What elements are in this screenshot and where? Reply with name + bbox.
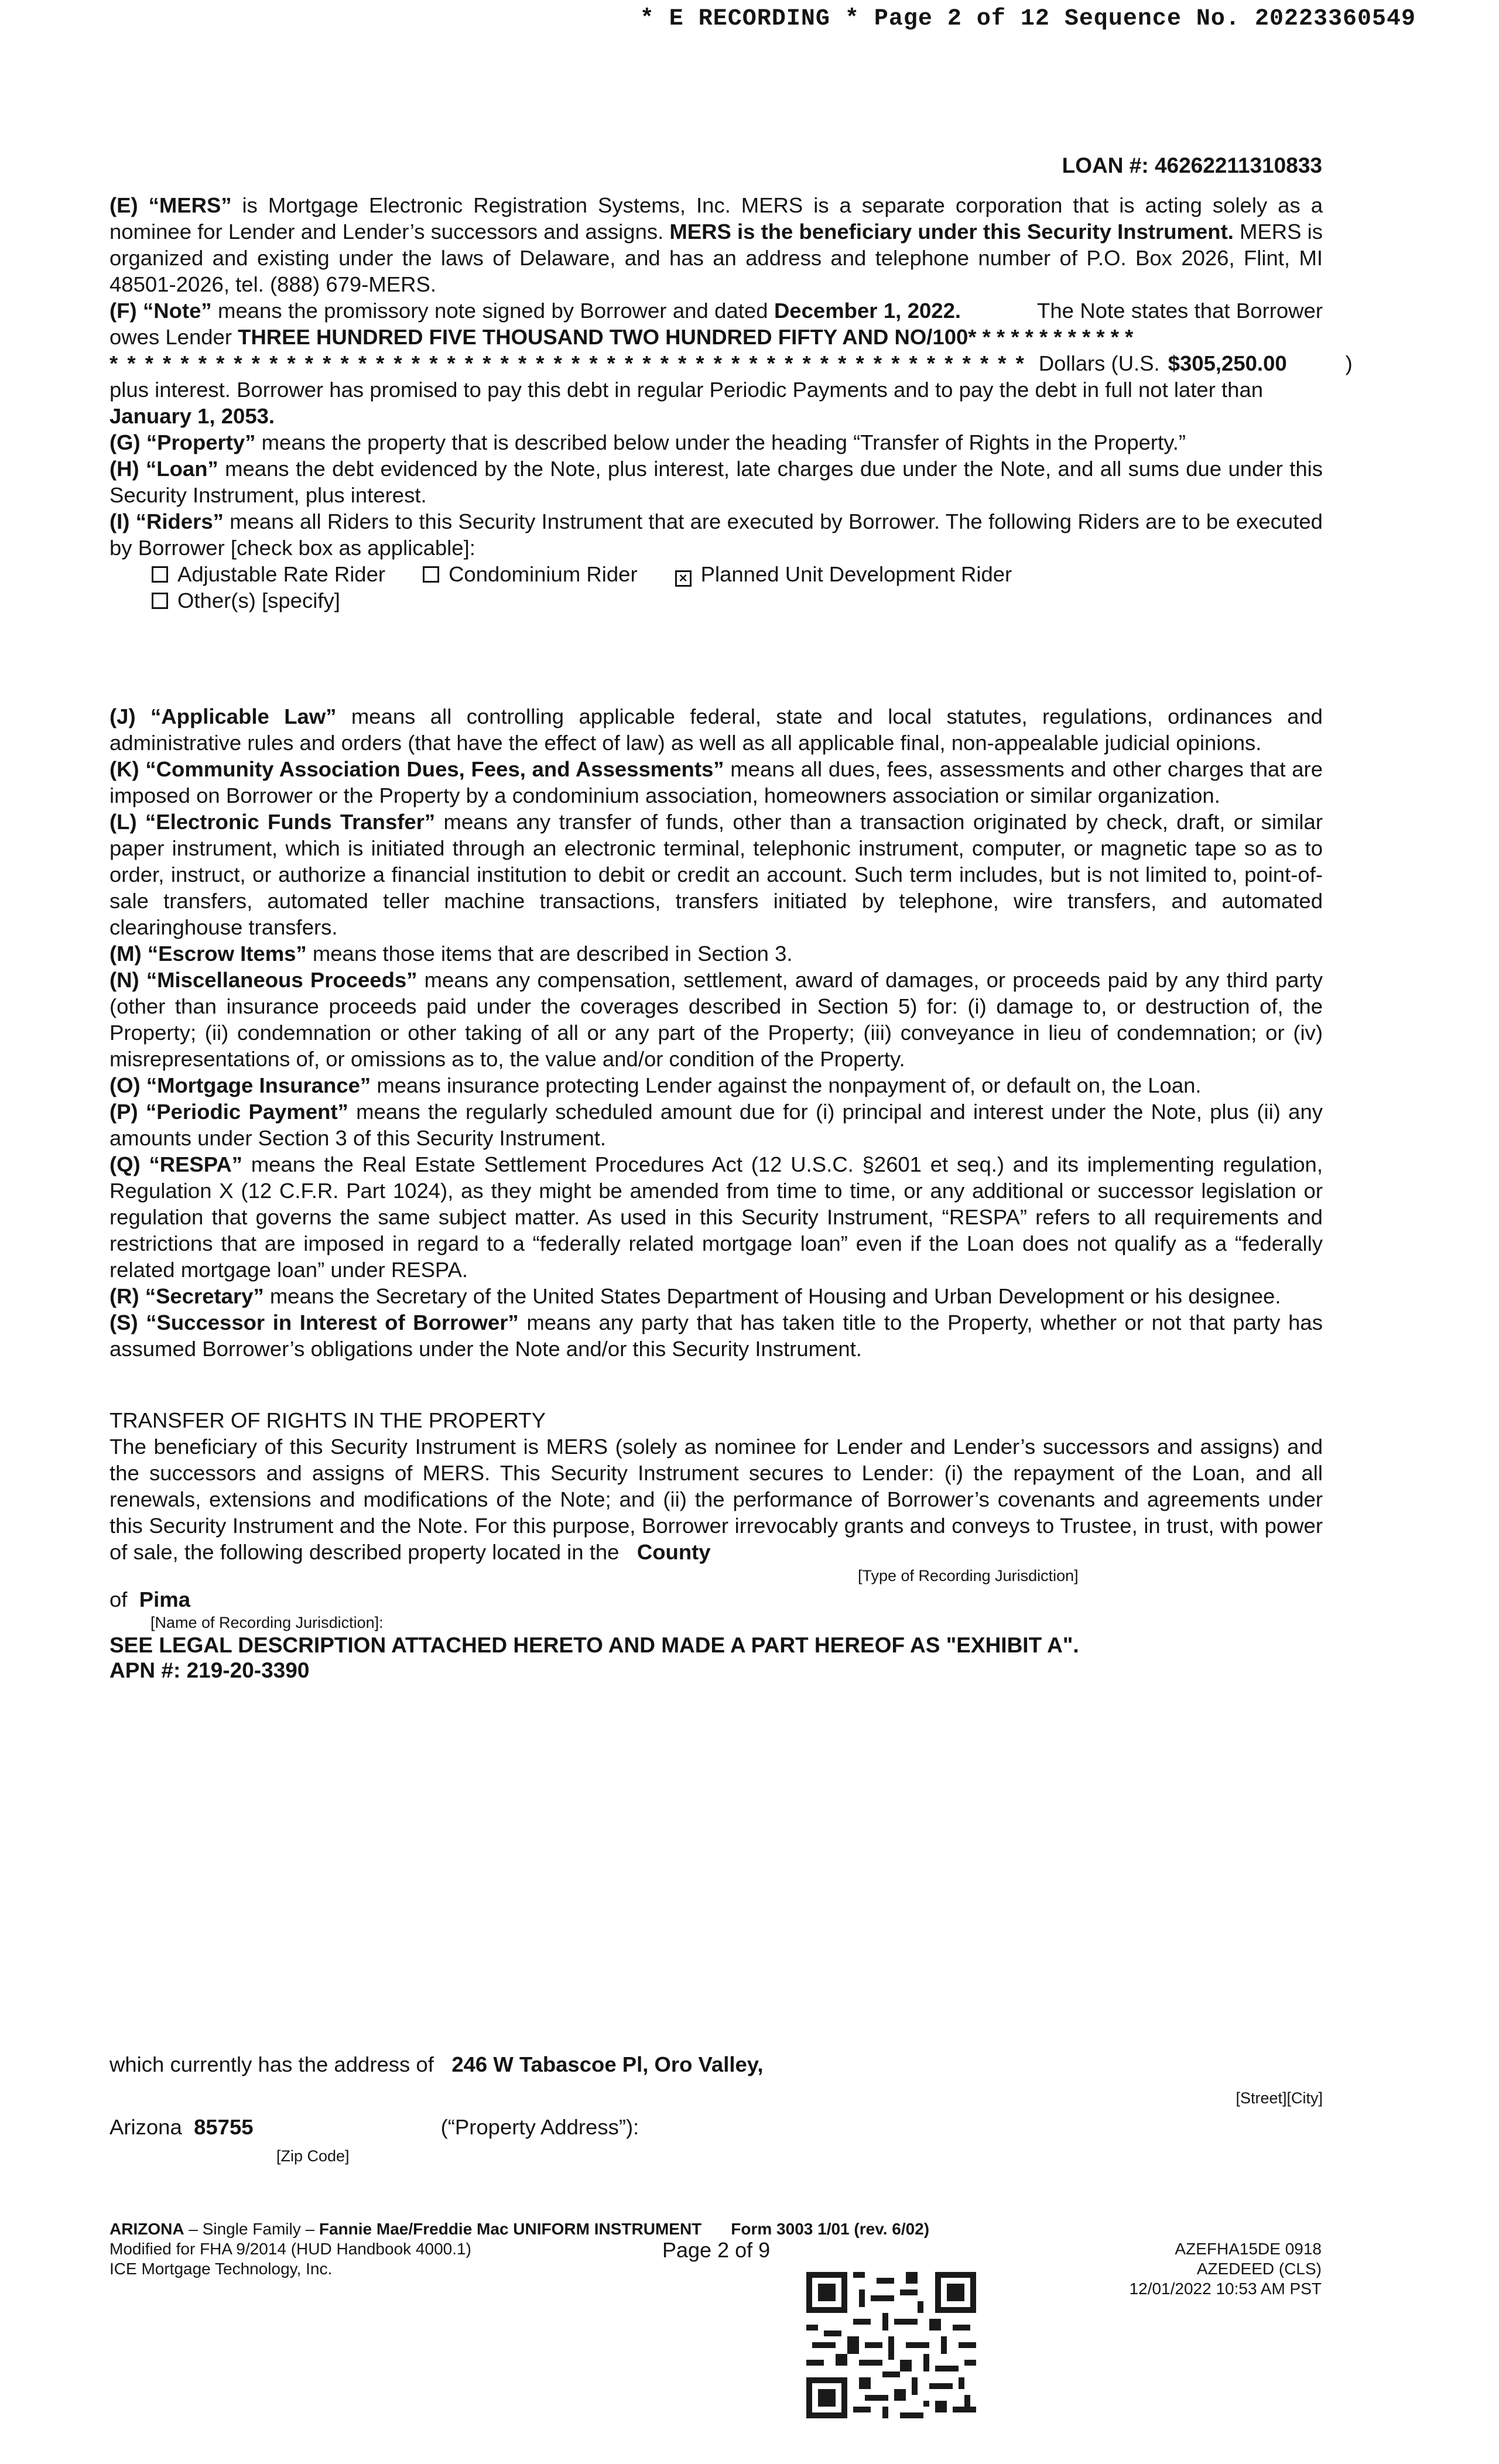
- recording-header: * E RECORDING * Page 2 of 12 Sequence No. 20223360549: [639, 6, 1416, 32]
- property-address-section: which currently has the address of 246 W Tabascoe Pl, Oro Valley, [Street][City] Arizona 85755 (“Property Address”): [Zip Code]: [109, 2052, 1323, 2165]
- legal-description: SEE LEGAL DESCRIPTION ATTACHED HERETO AND MADE A PART HEREOF AS "EXHIBIT A".: [109, 1633, 1079, 1657]
- definition-q: (Q) “RESPA” means the Real Estate Settlement Procedures Act (12 U.S.C. §2601 et seq.) and its implementing regulation, Regulation X (12 C.F.R. Part 1024), as they might be amended from time to time, or any additional or successor legislation or regulation that governs the same subject matter. As used in this Security Instrument, “RESPA” refers to all requirements and restrictions that are imposed in regard to a “federally related mortgage loan” even if the Loan does not qualify as a “federally related mortgage loan” under RESPA.: [109, 1152, 1323, 1282]
- barcode-image: [806, 2272, 976, 2418]
- checkbox-adjustable-rate-rider[interactable]: [152, 566, 168, 583]
- filler-stars: * * * * * * * * * * * * * * * * * * * * * * * * * * * * * * * * * * * * * * * * * * * * * * * * * * * *: [109, 351, 1026, 375]
- definition-n: (N) “Miscellaneous Proceeds” means any compensation, settlement, award of damages, or proceeds paid by any third party (other than insurance proceeds paid under the coverages described in Section 5) for: (i) damage to, or destruction of, the Property; (ii) condemnation or other taking of all or any part of the Property; (iii) conveyance in lieu of condemnation; or (iv) misrepresentations of, or omissions as to, the value and/or condition of the Property.: [109, 968, 1323, 1071]
- state: Arizona: [109, 2115, 182, 2139]
- definition-k: (K) “Community Association Dues, Fees, and Assessments” means all dues, fees, assessments and other charges that are imposed on Borrower or the Property by a condominium association, homeowners association or similar organization.: [109, 757, 1323, 807]
- note-date: December 1, 2022.: [774, 299, 961, 323]
- amount-words: THREE HUNDRED FIVE THOUSAND TWO HUNDRED FIFTY AND NO/100* * * * * * * * * * * *: [238, 325, 1134, 349]
- checkbox-other-rider[interactable]: [152, 593, 168, 609]
- definition-p: (P) “Periodic Payment” means the regularly scheduled amount due for (i) principal and interest under the Note, plus (ii) any amounts under Section 3 of this Security Instrument.: [109, 1100, 1323, 1150]
- apn-number: APN #: 219-20-3390: [109, 1658, 310, 1682]
- maturity-date: January 1, 2053.: [109, 404, 275, 428]
- county-name: Pima: [139, 1587, 190, 1611]
- transfer-heading: TRANSFER OF RIGHTS IN THE PROPERTY: [109, 1408, 546, 1432]
- definition-h: (H) “Loan” means the debt evidenced by the Note, plus interest, late charges due under the Note, and all sums due under this Security Instrument, plus interest.: [109, 457, 1323, 507]
- checkbox-planned-unit-development-rider[interactable]: ×: [675, 570, 692, 587]
- transfer-section: [109, 1407, 1323, 1683]
- definition-o: (O) “Mortgage Insurance” means insurance protecting Lender against the nonpayment of, or default on, the Loan.: [109, 1073, 1202, 1097]
- jurisdiction-type: County: [636, 1540, 711, 1564]
- term-mers: “MERS”: [148, 193, 232, 217]
- loan-amount: $305,250.00: [1168, 351, 1287, 375]
- definition-j: (J) “Applicable Law” means all controlling applicable federal, state and local statutes, regulations, ordinances and administrative rules and orders (that have the effect of law) as well as all applicable final, non-appealable judicial opinions.: [109, 704, 1323, 755]
- form-number: Form 3003 1/01 (rev. 6/02): [731, 2220, 930, 2238]
- zip-code: 85755: [194, 2115, 254, 2139]
- amount-line: * * * * * * * * * * * * * * * * * * * * * * * * * * * * * * * * * * * * * * * * * * * * * * * * * * * * Dollars (U.S. $305,250.00 ): [109, 351, 1353, 375]
- definitions-block-2: [109, 703, 1323, 1362]
- zip-code-label: [Zip Code]: [276, 2147, 350, 2165]
- jurisdiction-type-label: [Type of Recording Jurisdiction]: [858, 1567, 1079, 1585]
- transfer-text: The beneficiary of this Security Instrument is MERS (solely as nominee for Lender and Lender’s successors and assigns) and the successors and assigns of MERS. This Security Instrument secures to Lender: (i) the repayment of the Loan, and all renewals, extensions and modifications of the Note; and (ii) the performance of Borrower’s covenants and agreements under this Security Instrument and the Note. For this purpose, Borrower irrevocably grants and conveys to Trustee, in trust, with power of sale, the following described property located in the County: [109, 1435, 1323, 1564]
- riders-row-2: Other(s) [specify]: [109, 587, 1323, 614]
- software-vendor: ICE Mortgage Technology, Inc.: [109, 2260, 333, 2278]
- jurisdiction-name-line: of Pima: [109, 1587, 190, 1611]
- street-city: 246 W Tabascoe Pl, Oro Valley,: [451, 2052, 764, 2076]
- document-codes: AZEFHA15DE 0918 AZEDEED (CLS) 12/01/2022 10:53 AM PST: [1129, 2240, 1322, 2298]
- definition-i: (I) “Riders” means all Riders to this Security Instrument that are executed by Borrower. The following Riders are to be executed by Borrower [check box as applicable]:: [109, 509, 1323, 560]
- street-city-label: [Street][City]: [1236, 2089, 1323, 2107]
- page-number: Page 2 of 9: [662, 2238, 771, 2262]
- definition-r: (R) “Secretary” means the Secretary of the United States Department of Housing and Urban Development or his designee.: [109, 1284, 1281, 1308]
- definition-m: (M) “Escrow Items” means those items that are described in Section 3.: [109, 942, 793, 966]
- definition-g: (G) “Property” means the property that is described below under the heading “Transfer of Rights in the Property.”: [109, 430, 1186, 454]
- riders-row: Adjustable Rate Rider Condominium Rider × Planned Unit Development Rider: [109, 561, 1323, 587]
- loan-number: LOAN #: 46262211310833: [1062, 153, 1322, 177]
- term-note: “Note”: [143, 299, 212, 323]
- definition-f: (F) “Note” means the promissory note signed by Borrower and dated December 1, 2022. The Note states that Borrower owes Lender THREE HUNDRED FIVE THOUSAND TWO HUNDRED FIFTY AND NO/100* * * * * * * * * * * *: [109, 299, 1323, 349]
- definition-l: (L) “Electronic Funds Transfer” means any transfer of funds, other than a transaction originated by check, draft, or similar paper instrument, which is initiated through an electronic terminal, telephonic instrument, computer, or magnetic tape so as to order, instruct, or authorize a financial institution to debit or credit an account. Such term includes, but is not limited to, point-of-sale transfers, automated teller machine transactions, transfers initiated by telephone, wire transfers, and automated clearinghouse transfers.: [109, 810, 1323, 939]
- checkbox-condominium-rider[interactable]: [423, 566, 439, 583]
- jurisdiction-name-label: [Name of Recording Jurisdiction]:: [150, 1614, 384, 1631]
- definitions-block: (E) “MERS” is Mortgage Electronic Registration Systems, Inc. MERS is a separate corporation that is acting solely as a nominee for Lender and Lender’s successors and assigns. MERS is the beneficiary under this Security Instrument. MERS is organized and existing under the laws of Delaware, and has an address and telephone number of P.O. Box 2026, Flint, MI 48501-2026, tel. (888) 679-MERS. (F) “Note” means the promissory note signed by Borrower and dated December 1, 2022. The Note states that Borrower owes Lender THREE HUNDRED FIVE THOUSAND TWO HUNDRED FIFTY AND NO/100* * * * * * * * * * * * * * * * * * * * * * * * * * * * * * * * * * * * * * * * * * * * * * * * * * * * * * * * * * * * * * * * Dollars (U.S. $305,250.00 ) plus interest. Borrower has promised to pay this debt in regular Periodic Payments and to pay the debt in full not later than January 1, 2053. (G) “Property” means the property that is described below under the heading “Transfer of Rights in the Property.” (H) “Loan” means the debt evidenced by the Note, plus interest, late charges due under the Note, and all sums due under this Security Instrument, plus interest. (I) “Riders” means all Riders to this Security Instrument that are executed by Borrower. The following Riders are to be executed by Borrower [check box as applicable]: Adjustable Rate Rider Condominium Rider × Planned Unit Development Rider Other(s) [specify]: [109, 193, 1353, 612]
- definition-e: (E) “MERS” is Mortgage Electronic Registration Systems, Inc. MERS is a separate corporation that is acting solely as a nominee for Lender and Lender’s successors and assigns. MERS is the beneficiary under this Security Instrument. MERS is organized and existing under the laws of Delaware, and has an address and telephone number of P.O. Box 2026, Flint, MI 48501-2026, tel. (888) 679-MERS.: [109, 193, 1323, 296]
- definition-s: (S) “Successor in Interest of Borrower” means any party that has taken title to the Property, whether or not that party has assumed Borrower’s obligations under the Note and/or this Security Instrument.: [109, 1310, 1323, 1361]
- form-footer: ARIZONA – Single Family – Fannie Mae/Freddie Mac UNIFORM INSTRUMENT Form 3003 1/01 (rev. 6/02) Modified for FHA 9/2014 (HUD Handbook 4000.1) ICE Mortgage Technology, Inc.: [109, 2219, 1327, 2279]
